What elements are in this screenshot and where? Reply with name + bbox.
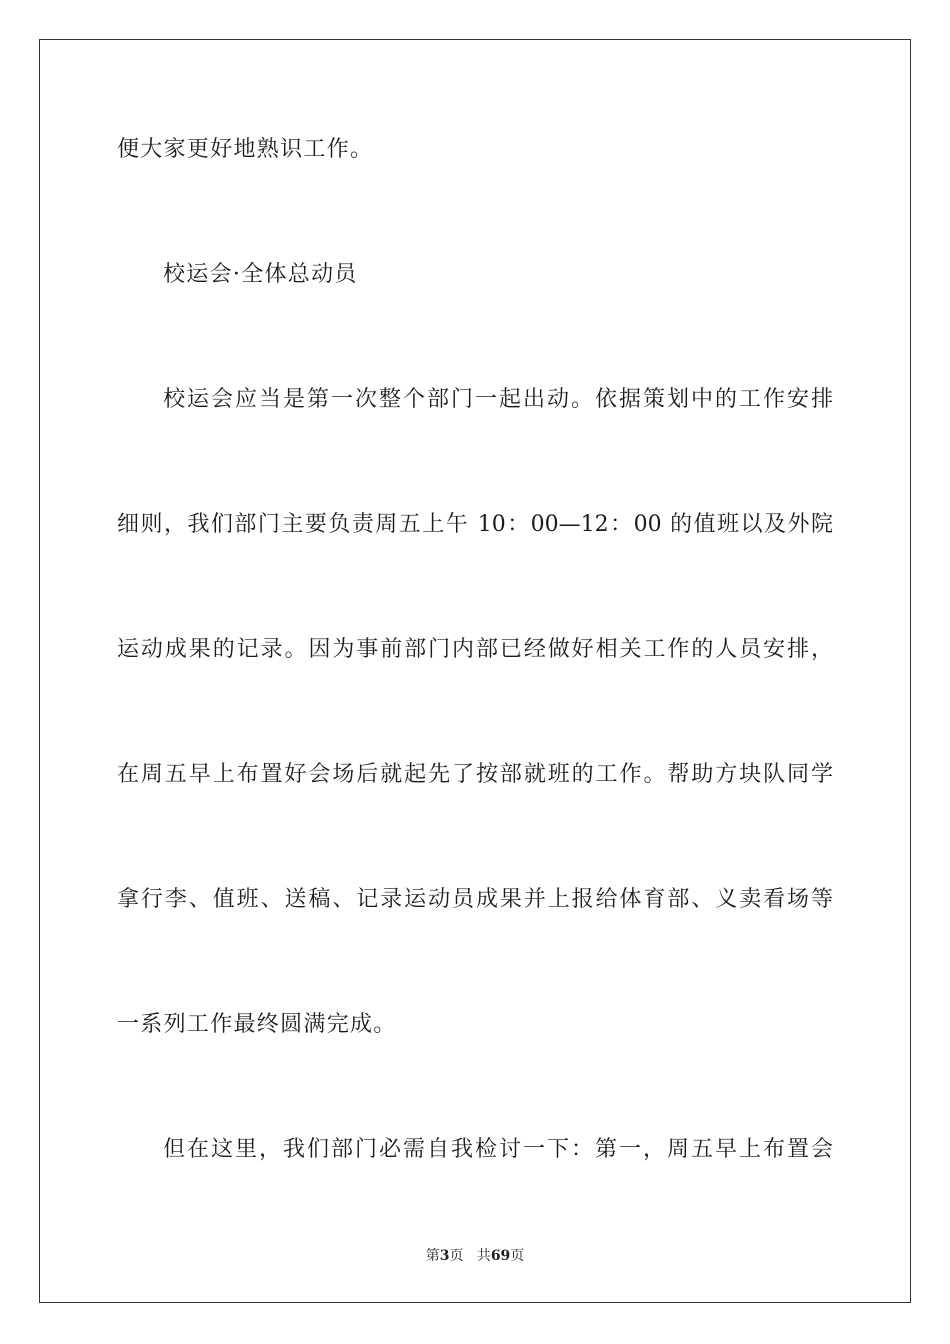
text-line-5: 运动成果的记录。因为事前部门内部已经做好相关工作的人员安排， [117,637,833,662]
text-line-3: 校运会应当是第一次整个部门一起出动。依据策划中的工作安排 [163,387,833,412]
text-line-6: 在周五早上布置好会场后就起先了按部就班的工作。帮助方块队同学 [117,762,833,787]
footer-total-pages: 69 [490,1248,511,1264]
page-footer [0,1247,950,1265]
footer-total-unit: 页 [510,1248,525,1264]
page-border [39,39,911,1303]
footer-page-prefix: 第 [425,1248,440,1264]
footer-page-unit: 页 [449,1248,464,1264]
text-line-8: 一系列工作最终圆满完成。 [117,1012,397,1037]
text-line-1: 便大家更好地熟识工作。 [117,137,374,162]
footer-total-prefix: 共 [476,1248,491,1264]
section-heading: 校运会·全体总动员 [163,262,358,287]
text-line-9: 但在这里，我们部门必需自我检讨一下：第一，周五早上布置会 [163,1137,833,1162]
footer-page-number: 3 [439,1248,450,1264]
text-line-7: 拿行李、值班、送稿、记录运动员成果并上报给体育部、义卖看场等 [117,887,833,912]
text-line-4: 细则，我们部门主要负责周五上午 10：00—12：00 的值班以及外院 [117,512,833,537]
